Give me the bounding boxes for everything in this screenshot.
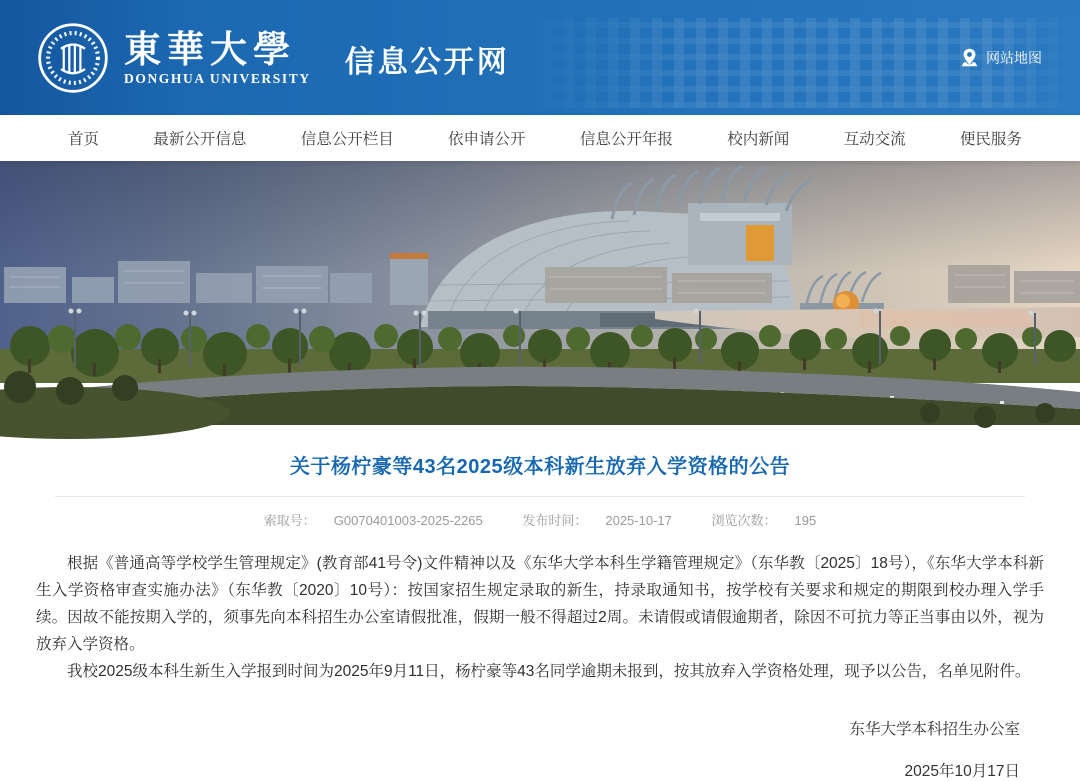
publish-date-label: 发布时间： — [522, 513, 588, 528]
nav-item-disclosure-columns[interactable]: 信息公开栏目 — [300, 131, 394, 148]
doc-number-label: 索取号： — [263, 513, 316, 528]
campus-panorama-illustration — [0, 161, 1080, 425]
article-meta — [0, 510, 1080, 529]
university-name — [124, 26, 311, 87]
university-logo[interactable] — [36, 21, 110, 95]
publish-date — [513, 513, 684, 528]
view-count-value: 195 — [794, 513, 817, 528]
sitemap-link[interactable] — [960, 48, 1042, 68]
map-pin-icon — [960, 48, 979, 67]
nav-item-services[interactable]: 便民服务 — [959, 131, 1022, 148]
sitemap-label: 网站地图 — [986, 49, 1042, 66]
doc-number — [255, 513, 496, 528]
site-header — [0, 0, 1080, 115]
nav-item-home[interactable]: 首页 — [68, 131, 100, 148]
publish-date-value: 2025-10-17 — [605, 513, 672, 528]
paragraph-2: 我校2025级本科生新生入学报到时间为2025年9月11日，杨柠豪等43名同学逾期未报到，按其放弃入学资格处理，现予以公告，名单见附件。 — [67, 663, 1031, 680]
university-name-en: DONGHUA UNIVERSITY — [124, 70, 311, 86]
signature-organization: 东华大学本科招生办公室 — [849, 721, 1020, 738]
paragraph-1: 根据《普通高等学校学生管理规定》(教育部41号令)文件精神以及《东华大学本科生学籍管理规定》（东华教〔2025〕18号），《东华大学本科新生入学资格审查实施办法》（东华教〔2020〕10号）：按国家招生规定录取的新生，持录取通知书，按学校有关要求和规定的期限到校办理入学手续。因故不能按期入学的，须事先向本科招生办公室请假批准，假期一般不得超过2周。未请假或请假逾期者，除因不可抗力等正当事由以外，视为放弃入学资格。 — [36, 555, 1044, 653]
signature-date: 2025年10月17日 — [904, 763, 1020, 780]
nav-item-latest-info[interactable]: 最新公开信息 — [153, 131, 247, 148]
title-divider — [55, 496, 1025, 497]
university-seal-icon — [36, 21, 110, 95]
article-content — [0, 425, 1080, 781]
site-title: 信息公开网 — [344, 45, 510, 79]
university-name-zh: 東華大學 — [124, 26, 296, 71]
doc-number-value: G0070401003-2025-2265 — [333, 513, 483, 528]
nav-item-annual-report[interactable]: 信息公开年报 — [579, 131, 673, 148]
nav-item-apply-disclosure[interactable]: 依申请公开 — [448, 131, 526, 148]
article-title: 关于杨柠豪等43名2025级本科新生放弃入学资格的公告 — [289, 456, 791, 478]
view-count-label: 浏览次数： — [711, 513, 777, 528]
view-count — [702, 513, 825, 528]
campus-banner-image — [0, 161, 1080, 425]
main-navigation — [0, 115, 1080, 161]
nav-item-campus-news[interactable]: 校内新闻 — [727, 131, 790, 148]
article-signature — [0, 717, 1080, 781]
article-body — [0, 529, 1080, 685]
nav-item-interaction[interactable]: 互动交流 — [843, 131, 906, 148]
